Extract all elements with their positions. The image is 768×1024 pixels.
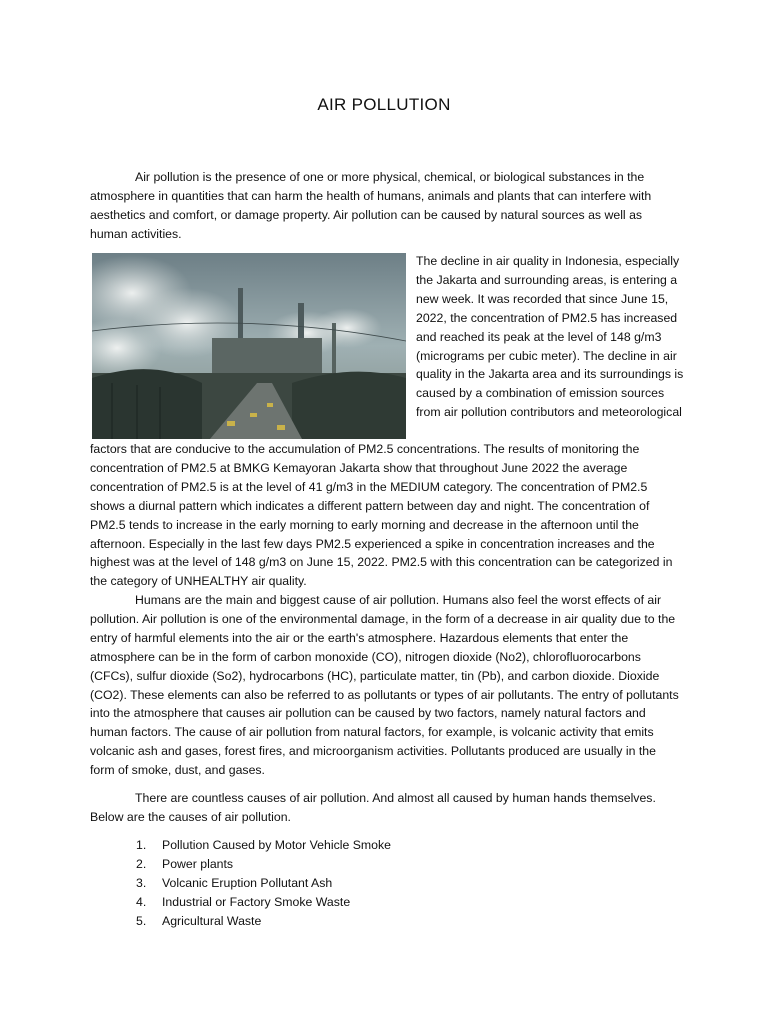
jakarta-decline-paragraph-top: The decline in air quality in Indonesia, especially the Jakarta and surrounding areas, is entering a new week. It was recorded that since June 15, 2022, the concentration of PM2.5 has increased and reached its peak at the level of 148 g/m3 (micrograms per cubic meter). The decline in air quality in the Jakarta area and its surroundings is caused by a combination of emission sources from air pollution contributors and meteorological [416, 254, 684, 420]
list-text: Power plants [162, 856, 234, 871]
jakarta-decline-paragraph-continued: factors that are conducive to the accumulation of PM2.5 concentrations. The results of monitoring the concentration of PM2.5 at BMKG Kemayoran Jakarta show that throughout June 2022 the average concentration of PM2.5 is at the level of 41 g/m3 in the MEDIUM category. The concentration of PM2.5 shows a diurnal pattern which indicates a different pattern between day and night. The concentration of PM2.5 tends to increase in the early morning to early morning and decrease in the afternoon until the afternoon. Especially in the last few days PM2.5 experienced a spike in concentration increases and the highest was at the level of 148 g/m3 on June 15, 2022. PM2.5 with this concentration can be categorized in the category of UNHEALTHY air quality. [90, 442, 673, 589]
list-number: 2. [136, 856, 147, 871]
list-item [136, 836, 391, 855]
list-item [136, 855, 391, 874]
page-title: AIR POLLUTION [317, 95, 451, 114]
intro-paragraph: Air pollution is the presence of one or more physical, chemical, or biological substances in the atmosphere in quantities that can harm the health of humans, animals and plants that can interfere with aesthetics and comfort, or damage property. Air pollution can be caused by natural sources as well as human activities. [90, 170, 652, 241]
list-text: Industrial or Factory Smoke Waste [162, 894, 351, 909]
list-item [136, 893, 391, 912]
list-text: Pollution Caused by Motor Vehicle Smoke [162, 838, 391, 852]
countless-causes-paragraph: There are countless causes of air pollution. And almost all caused by human hands themselves. Below are the causes of air pollution. [90, 791, 656, 824]
causes-list [136, 836, 391, 931]
list-number: 5. [136, 913, 147, 928]
list-item [136, 912, 391, 931]
list-text: Agricultural Waste [162, 913, 262, 928]
human-causes-paragraph: Humans are the main and biggest cause of air pollution. Humans also feel the worst effects of air pollution. Air pollution is one of the environmental damage, in the form of a decrease in air quality due to the entry of harmful elements into the air or the earth's atmosphere. Hazardous elements that enter the atmosphere can be in the form of carbon monoxide (CO), nitrogen dioxide (No2), chlorofluorocarbons (CFCs), sulfur dioxide (So2), hydrocarbons (HC), particulate matter, tin (Pb), and carbon dioxide. Dioxide (CO2). These elements can also be referred to as pollutants or types of air pollutants. The entry of pollutants into the atmosphere that causes air pollution can be caused by two factors, namely natural factors and human factors. The cause of air pollution from natural factors, for example, is volcanic activity that emits volcanic ash and gases, forest fires, and microorganism activities. Pollutants produced are usually in the form of smoke, dust, and gases. [90, 593, 679, 778]
list-text: Volcanic Eruption Pollutant Ash [162, 875, 333, 890]
list-number: 1. [136, 838, 147, 852]
list-item [136, 874, 391, 893]
list-number: 3. [136, 875, 147, 890]
industrial-smog-photo [92, 253, 406, 439]
list-number: 4. [136, 894, 147, 909]
